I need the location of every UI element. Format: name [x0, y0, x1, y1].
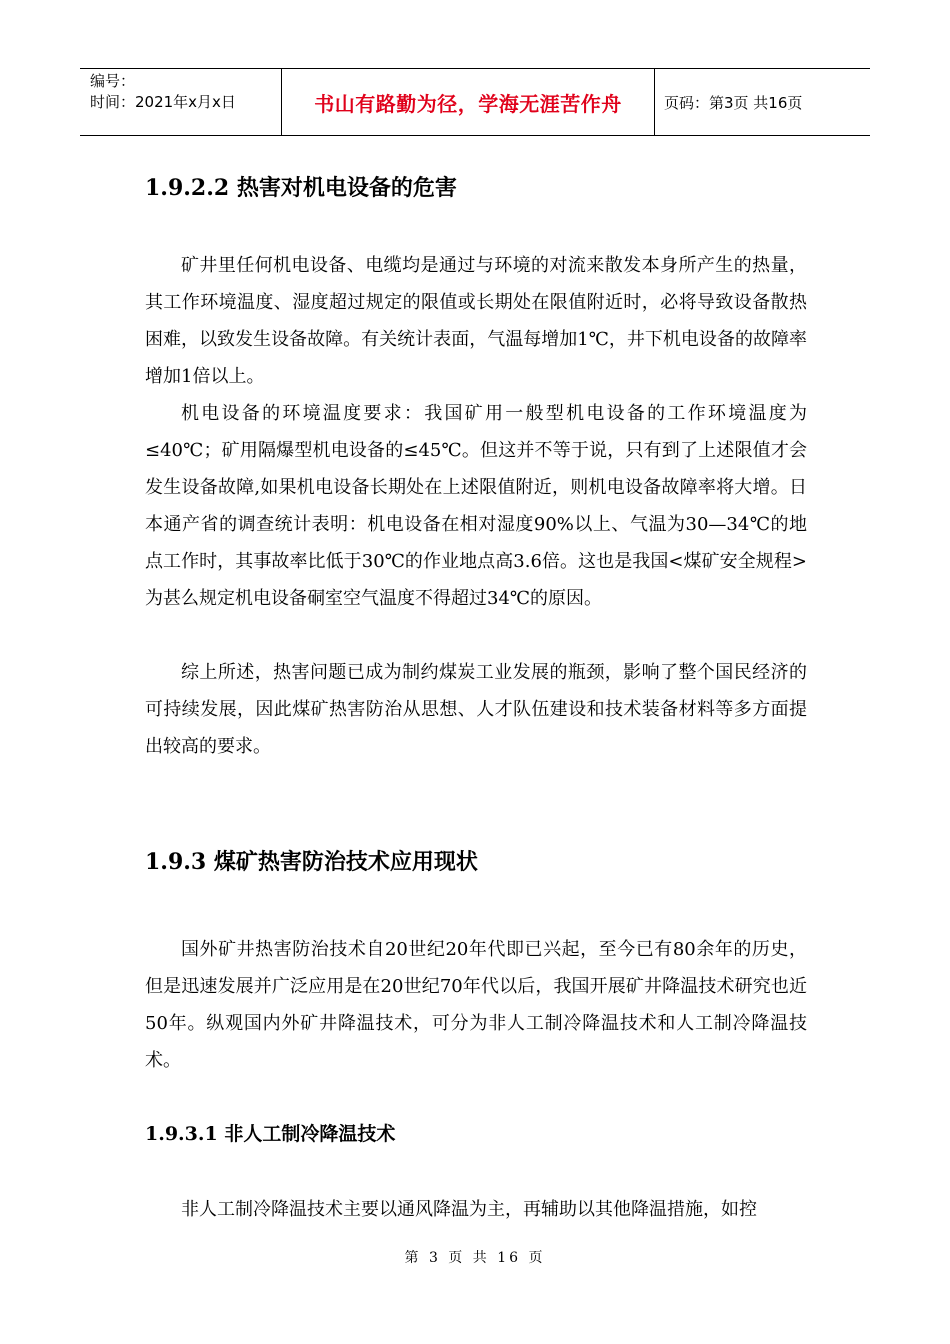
section-title-193: 1.9.3 煤矿热害防治技术应用现状	[145, 849, 478, 875]
paragraph-193-1: 国外矿井热害防治技术自20世纪20年代即已兴起，至今已有80余年的历史，但是迅速发展并广泛应用是在20世纪70年代以后，我国开展矿井降温技术研究也近50年。纵观国内外矿井降温技术，可分为非人工制冷降温技术和人工制冷降温技术。	[145, 939, 807, 1071]
header-meta	[80, 69, 282, 135]
paragraph-1922-3: 综上所述，热害问题已成为制约煤炭工业发展的瓶颈，影响了整个国民经济的可持续发展，因此煤矿热害防治从思想、人才队伍建设和技术装备材料等多方面提出较高的要求。	[145, 662, 807, 757]
paragraph-1922-1: 矿井里任何机电设备、电缆均是通过与环境的对流来散发本身所产生的热量，其工作环境温度、湿度超过规定的限值或长期处在限值附近时，必将导致设备散热困难，以致发生设备故障。有关统计表面，气温每增加1℃，井下机电设备的故障率增加1倍以上。	[145, 255, 807, 387]
header-motto-cell	[282, 69, 655, 135]
header-motto: 书山有路勤为径，学海无涯苦作舟	[314, 91, 622, 116]
page-header	[80, 68, 870, 136]
page-footer: 第 3 页 共 16 页	[404, 1250, 546, 1266]
section-title-1922: 1.9.2.2 热害对机电设备的危害	[145, 175, 457, 201]
header-page-info: 页码：第3页 共16页	[664, 93, 803, 112]
date-label: 时间：2021年x月x日	[90, 93, 236, 111]
section-title-1931: 1.9.3.1 非人工制冷降温技术	[145, 1123, 396, 1145]
paragraph-1931-1: 非人工制冷降温技术主要以通风降温为主，再辅助以其他降温措施，如控	[181, 1199, 757, 1220]
number-label: 编号：	[90, 72, 136, 90]
paragraph-1922-2: 机电设备的环境温度要求：我国矿用一般型机电设备的工作环境温度为≤40℃；矿用隔爆型机电设备的≤45℃。但这并不等于说，只有到了上述限值才会发生设备故障,如果机电设备长期处在上述限值附近，则机电设备故障率将大增。日本通产省的调查统计表明：机电设备在相对湿度90%以上、气温为30—34℃的地点工作时，其事故率比低于30℃的作业地点高3.6倍。这也是我国<煤矿安全规程>为甚么规定机电设备硐室空气温度不得超过34℃的原因。	[145, 403, 807, 609]
